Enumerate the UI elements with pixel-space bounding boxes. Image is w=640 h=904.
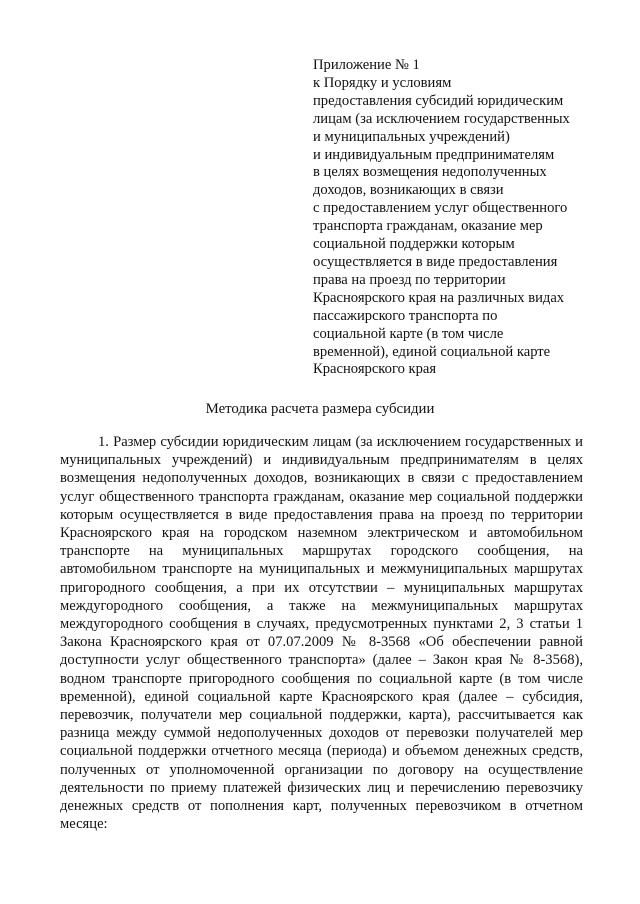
appendix-line: Красноярского края [313, 361, 437, 378]
appendix-line: к Порядку и условиям [313, 74, 452, 91]
appendix-line: транспорта гражданам, оказание мер [313, 218, 543, 235]
appendix-header [313, 57, 613, 379]
appendix-line: пассажирского транспорта по [313, 307, 498, 324]
appendix-line: и индивидуальным предпринимателям [313, 146, 555, 163]
appendix-line: осуществляется в виде предоставления [313, 253, 558, 270]
appendix-line: Приложение № 1 [313, 57, 420, 73]
appendix-line: доходов, возникающих в связи [313, 182, 504, 199]
appendix-line: с предоставлением услуг общественного [313, 200, 568, 217]
appendix-line: лицам (за исключением государственных [313, 110, 570, 127]
appendix-line: в целях возмещения недополученных [313, 164, 547, 181]
appendix-line: социальной карте (в том числе [313, 325, 504, 342]
document-title: Методика расчета размера субсидии [205, 401, 435, 417]
appendix-line: Красноярского края на различных видах [313, 289, 565, 306]
appendix-line: предоставления субсидий юридическим [313, 92, 564, 109]
appendix-line: права на проезд по территории [313, 271, 506, 288]
appendix-line: временной), единой социальной карте [313, 343, 551, 360]
appendix-line: социальной поддержки которым [313, 236, 515, 253]
paragraph-1: 1. Размер субсидии юридическим лицам (за исключением государственных и муниципальных учреждений) и индивидуальным предпринимателям в целях возмещения недополученных доходов, возникающих в связи с предоставлением услуг общественного транспорта гражданам, оказание мер социальной поддержки которым осуществляется в виде предоставления права на проезд по территории Красноярского края на городском наземном электрическом и автомобильном транспорте на муниципальных маршрутах городского сообщения, на автомобильном транспорте на муниципальных и межмуниципальных маршрутах пригородного сообщения, а при их отсутствии – муниципальных маршрутах междугородного сообщения, а также на межмуниципальных маршрутах междугородного сообщения в случаях, предусмотренных пунктами 2, 3 статьи 1 Закона Красноярского края от 07.07.2009 № 8-3568 «Об обеспечении равной доступности услуг общественного транспорта» (далее – Закон края № 8-3568), водном транспорте пригородного сообщения по социальной карте (в том числе временной), единой социальной карте Красноярского края (далее – субсидия, перевозчик, получатели мер социальной поддержки, карта), рассчитывается как разница между суммой недополученных доходов от перевозки получателей мер социальной поддержки отчетного месяца (периода) и объемом денежных средств, полученных от уполномоченной организации по договору на осуществление деятельности по приему платежей физических лиц и перечислению перевозчику денежных средств от пополнения карт, полученных перевозчиком в отчетном месяце: [60, 434, 583, 833]
appendix-line: и муниципальных учреждений) [313, 128, 510, 145]
